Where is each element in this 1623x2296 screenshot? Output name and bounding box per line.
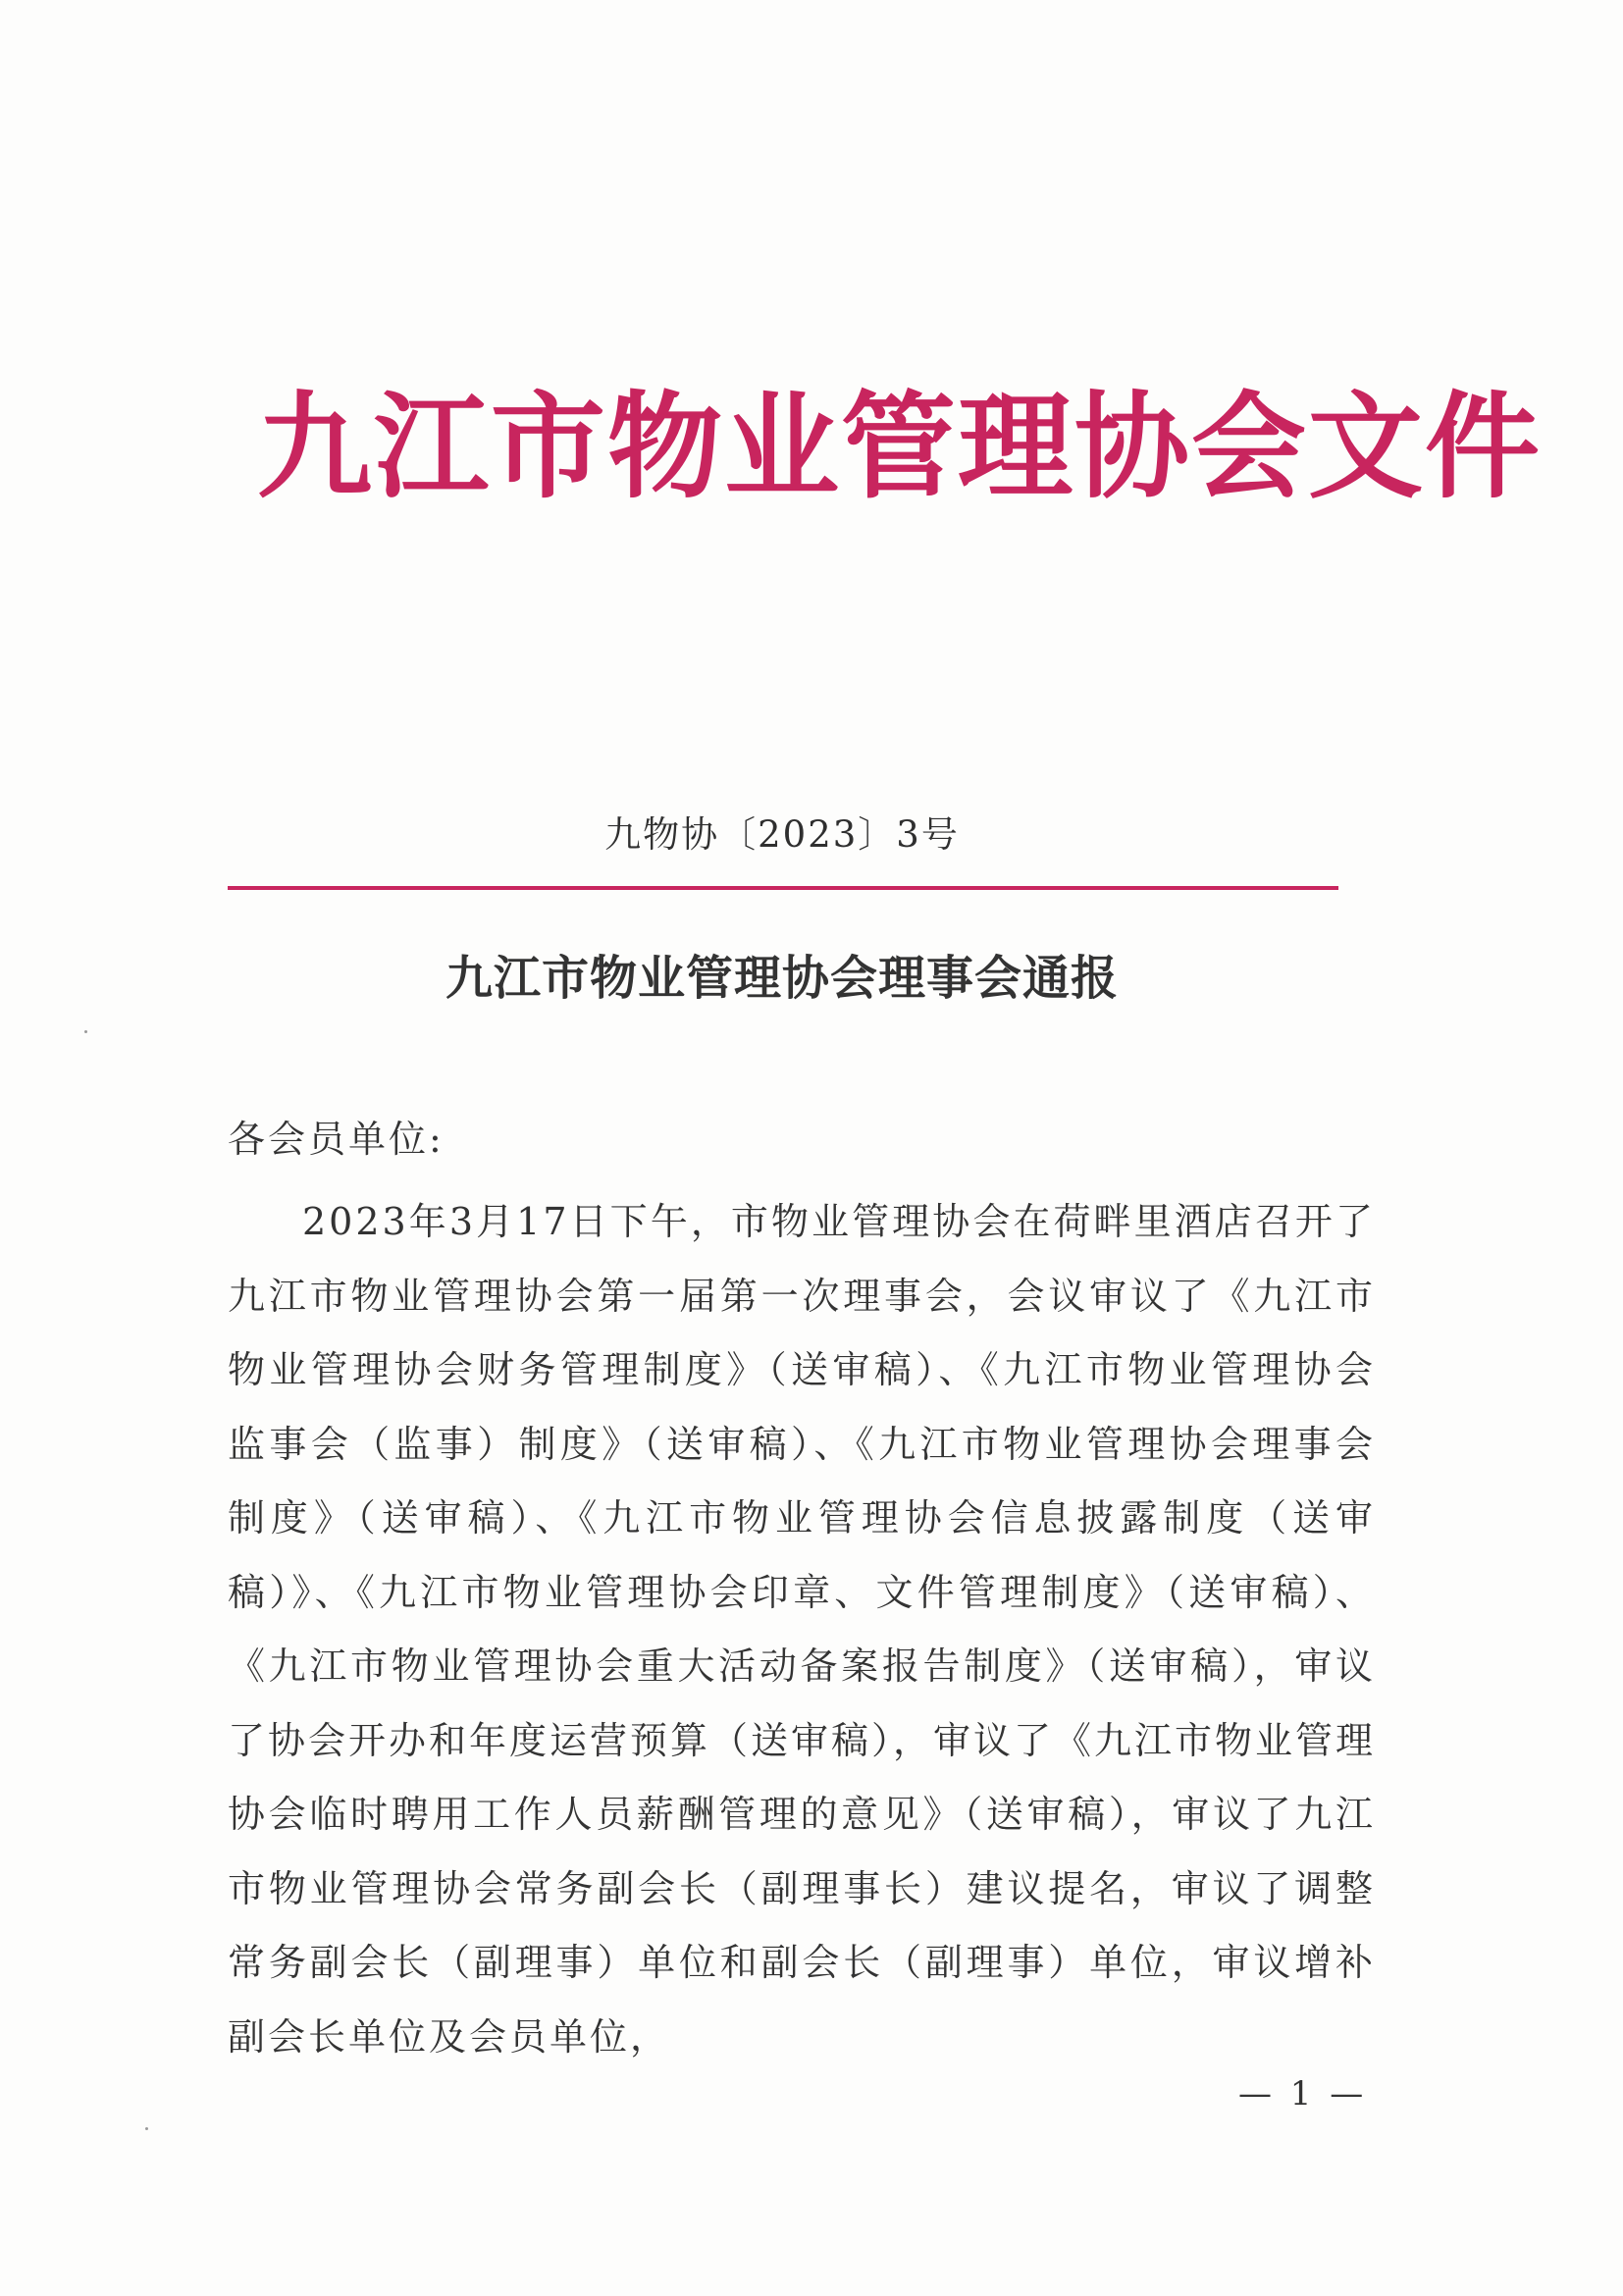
document-title-text: 九江市物业管理协会理事会通报 — [445, 951, 1119, 1006]
document-number-text: 九物协〔2023〕3号 — [604, 813, 960, 856]
document-header: 九江市物业管理协会文件 — [257, 379, 1543, 514]
header-divider — [228, 886, 1338, 890]
page-number: — 1 — — [1238, 2074, 1368, 2113]
document-title — [0, 944, 1623, 1013]
scan-speck — [145, 2127, 148, 2130]
scan-speck — [84, 1030, 87, 1033]
document-number — [0, 810, 1623, 860]
salutation: 各会员单位: — [228, 1118, 445, 1161]
body-paragraph: 2023年3月17日下午，市物业管理协会在荷畔里酒店召开了九江市物业管理协会第一届第一次理事会，会议审议了《九江市物业管理协会财务管理制度》（送审稿）、《九江市物业管理协会监事会（监事）制度》（送审稿）、《九江市物业管理协会理事会制度》（送审稿）、《九江市物业管理协会信息披露制度（送审稿）》、《九江市物业管理协会印章、文件管理制度》（送审稿）、《九江市物业管理协会重大活动备案报告制度》（送审稿），审议了协会开办和年度运营预算（送审稿），审议了《九江市物业管理协会临时聘用工作人员薪酬管理的意见》（送审稿），审议了九江市物业管理协会常务副会长（副理事长）建议提名，审议了调整常务副会长（副理事）单位和副会长（副理事）单位，审议增补副会长单位及会员单位， — [228, 1200, 1377, 2059]
